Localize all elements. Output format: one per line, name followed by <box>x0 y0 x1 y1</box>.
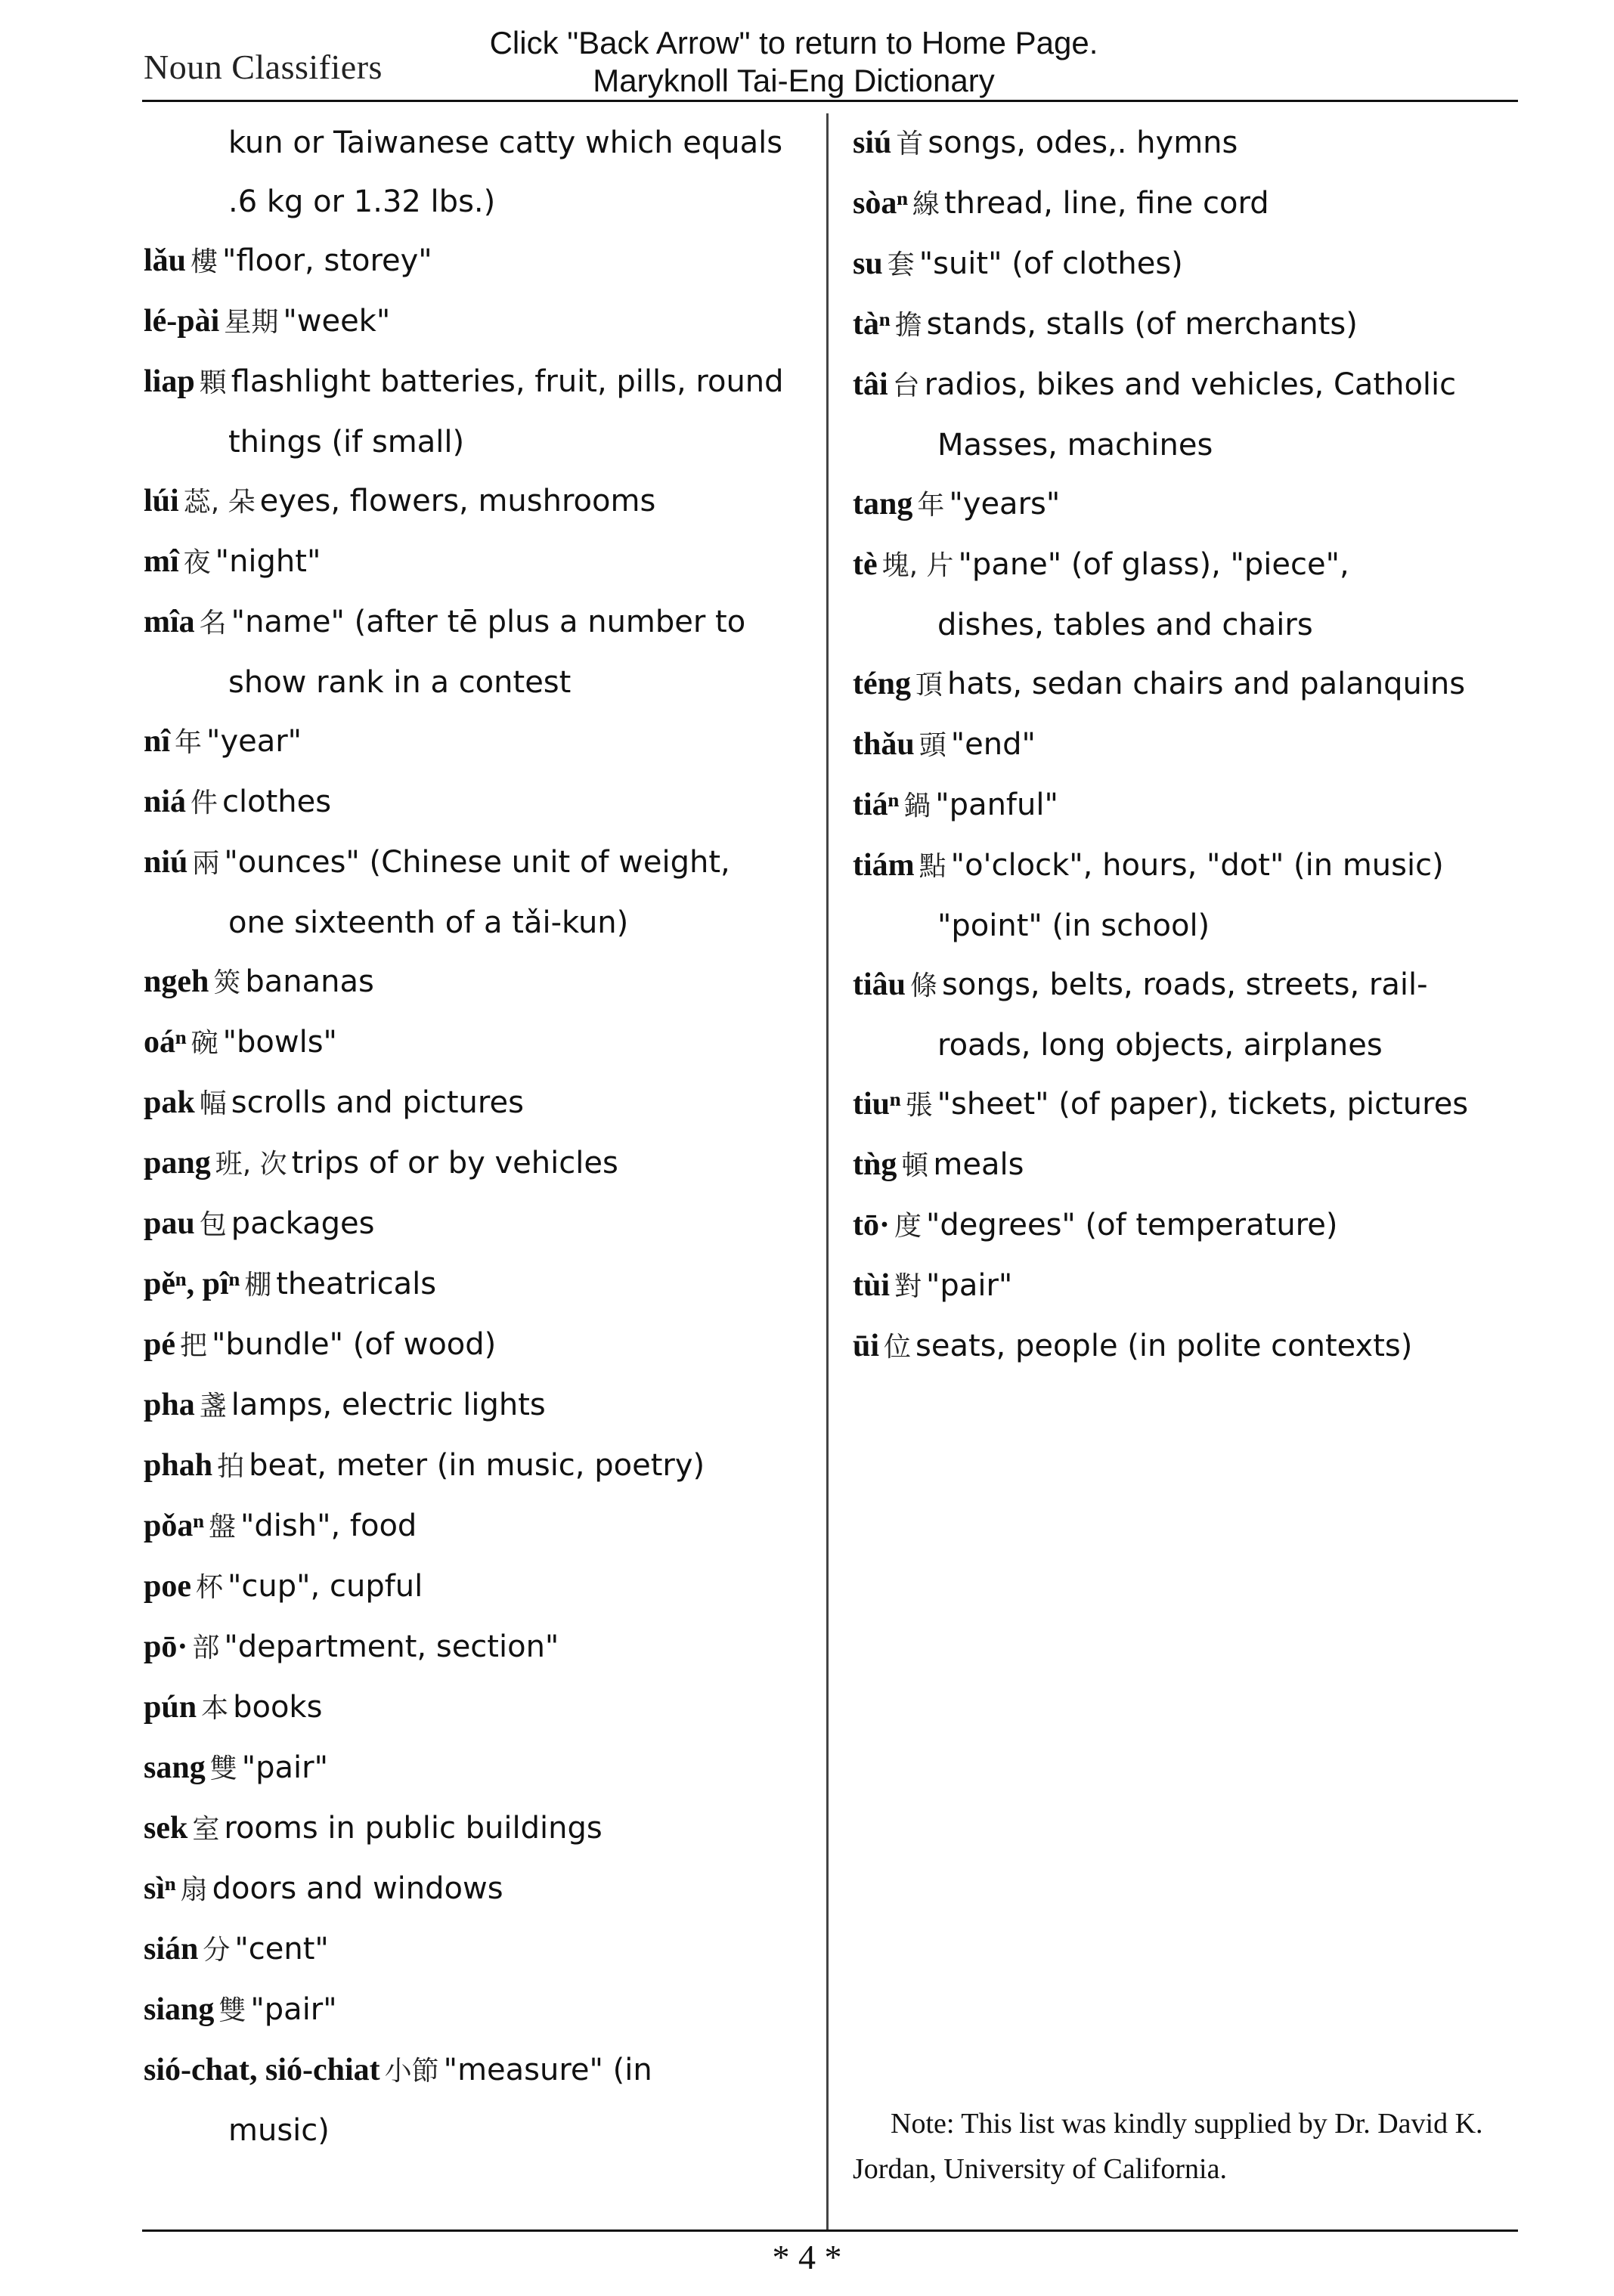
dictionary-entry <box>144 472 809 532</box>
entry-gloss: meals <box>933 1147 1024 1182</box>
entry-headword: tiâu <box>853 967 906 1002</box>
dictionary-entry <box>144 231 809 292</box>
entry-characters: 盤 <box>208 1512 236 1543</box>
entry-headword: niú <box>144 845 188 880</box>
entry-characters: 部 <box>192 1632 220 1663</box>
dictionary-entry <box>144 1134 809 1194</box>
entry-gloss: seats, people (in polite contexts) <box>915 1329 1413 1363</box>
entry-characters: 拍 <box>217 1451 245 1482</box>
entry-characters: 筴 <box>213 967 241 998</box>
entry-gloss: kun or Taiwanese catty which equals <box>228 125 783 160</box>
entry-gloss: flashlight batteries, fruit, pills, round <box>231 364 784 399</box>
entry-gloss: "cup", cupful <box>228 1569 423 1604</box>
back-link-line1[interactable]: Click "Back Arrow" to return to Home Page. <box>489 25 1098 60</box>
back-link-line2[interactable]: Maryknoll Tai-Eng Dictionary <box>593 63 995 98</box>
dictionary-entry <box>853 234 1518 295</box>
dictionary-entry <box>144 772 809 833</box>
entry-gloss: "panful" <box>935 788 1058 822</box>
entry-characters: 線 <box>912 189 940 220</box>
entry-characters: 班, 次 <box>215 1149 287 1180</box>
dictionary-entry <box>144 952 809 1013</box>
dictionary-entry <box>853 896 1518 955</box>
entry-gloss: songs, odes,. hymns <box>928 125 1238 160</box>
dictionary-entry <box>144 352 809 413</box>
entry-characters: 杯 <box>196 1572 224 1603</box>
dictionary-entry <box>144 532 809 593</box>
entry-gloss: trips of or by vehicles <box>291 1146 618 1180</box>
entry-characters: 名 <box>199 608 227 639</box>
dictionary-entry <box>144 833 809 893</box>
entry-headword: sián <box>144 1932 199 1966</box>
dictionary-entry <box>144 712 809 772</box>
entry-headword: pún <box>144 1690 197 1725</box>
entry-headword: sió-chat, sió-chiat <box>144 2053 380 2087</box>
dictionary-entry <box>853 1196 1518 1256</box>
dictionary-entry <box>144 653 809 712</box>
entry-gloss: stands, stalls (of merchants) <box>926 307 1358 342</box>
dictionary-entry <box>144 113 809 172</box>
entry-headword: nî <box>144 724 171 759</box>
entry-headword: tang <box>853 487 913 521</box>
entry-headword: tiáⁿ <box>853 788 900 822</box>
dictionary-entry <box>853 1317 1518 1377</box>
entry-characters: 套 <box>887 249 915 280</box>
entry-gloss: "sheet" (of paper), tickets, pictures <box>937 1087 1469 1122</box>
entry-headword: tǹg <box>853 1147 897 1182</box>
entry-characters: 顆 <box>199 367 227 398</box>
dictionary-entry <box>853 596 1518 654</box>
dictionary-entry <box>144 1920 809 1980</box>
entry-headword: niá <box>144 784 187 819</box>
entry-headword: ngeh <box>144 964 209 999</box>
entry-headword: su <box>853 246 883 281</box>
entry-gloss: "night" <box>215 544 321 579</box>
dictionary-entry <box>144 1859 809 1920</box>
entry-gloss: "floor, storey" <box>222 243 432 278</box>
dictionary-entry <box>144 1980 809 2041</box>
entry-headword: siú <box>853 125 892 160</box>
entry-characters: 蕊, 朵 <box>183 487 256 518</box>
dictionary-entry <box>853 355 1518 416</box>
entry-gloss: music) <box>228 2113 330 2148</box>
entry-gloss: "measure" (in <box>443 2053 652 2087</box>
entry-characters: 對 <box>894 1271 922 1302</box>
entry-gloss: eyes, flowers, mushrooms <box>259 484 656 518</box>
entry-gloss: "department, section" <box>224 1629 559 1664</box>
entry-headword: téng <box>853 667 911 701</box>
dictionary-entry <box>144 1678 809 1738</box>
note-text: Note: This list was kindly supplied by Dr. David K. Jordan, University of California. <box>853 2108 1483 2185</box>
entry-characters: 小節 <box>384 2056 439 2087</box>
entry-gloss: show rank in a contest <box>228 665 572 700</box>
dictionary-entry <box>853 475 1518 535</box>
entry-headword: pǒaⁿ <box>144 1508 204 1543</box>
entry-characters: 鍋 <box>903 791 931 822</box>
entry-headword: lúi <box>144 484 179 518</box>
entry-characters: 度 <box>894 1211 922 1242</box>
column-divider <box>826 113 829 2229</box>
entry-characters: 頂 <box>915 670 943 701</box>
entry-gloss: "point" (in school) <box>937 908 1210 943</box>
entry-headword: sang <box>144 1750 206 1785</box>
entry-gloss: "dish", food <box>240 1508 417 1543</box>
entry-characters: 擔 <box>894 310 922 341</box>
entry-headword: thǎu <box>853 727 915 762</box>
entry-gloss: things (if small) <box>228 425 465 460</box>
entry-gloss: songs, belts, roads, streets, rail- <box>942 967 1428 1002</box>
page-number: * 4 * <box>772 2238 842 2276</box>
entry-headword: poe <box>144 1569 191 1604</box>
entry-gloss: theatricals <box>276 1267 437 1301</box>
dictionary-entry <box>853 654 1518 715</box>
entry-headword: tâi <box>853 367 888 402</box>
entry-characters: 兩 <box>192 848 220 879</box>
entry-characters: 雙 <box>218 1995 246 2026</box>
entry-headword: lǎu <box>144 243 187 278</box>
entry-characters: 樓 <box>191 246 218 277</box>
dictionary-entry <box>144 1315 809 1375</box>
dictionary-entry <box>144 1799 809 1859</box>
dictionary-entry <box>853 775 1518 836</box>
entry-characters: 年 <box>917 490 945 521</box>
entry-gloss: lamps, electric lights <box>231 1388 546 1422</box>
entry-headword: sek <box>144 1811 188 1846</box>
entry-characters: 點 <box>919 851 946 882</box>
dictionary-entry <box>853 715 1518 775</box>
entry-headword: sòaⁿ <box>853 186 908 221</box>
entry-characters: 頓 <box>901 1150 929 1181</box>
dictionary-entry <box>144 593 809 653</box>
entry-gloss: doors and windows <box>212 1871 503 1906</box>
entry-headword: tiuⁿ <box>853 1087 901 1122</box>
entry-headword: pō· <box>144 1629 188 1664</box>
dictionary-entry <box>853 295 1518 355</box>
entry-headword: pak <box>144 1085 195 1120</box>
entry-gloss: clothes <box>222 784 332 819</box>
dictionary-entry <box>853 174 1518 234</box>
dictionary-entry <box>144 1436 809 1496</box>
dictionary-entry <box>144 413 809 472</box>
entry-headword: pha <box>144 1388 195 1422</box>
entry-gloss: hats, sedan chairs and palanquins <box>947 667 1466 701</box>
dictionary-entry <box>853 1016 1518 1075</box>
dictionary-entry <box>144 1255 809 1315</box>
entry-gloss: "suit" (of clothes) <box>919 246 1183 281</box>
section-title: Noun Classifiers <box>144 48 383 86</box>
entry-headword: mîa <box>144 605 195 639</box>
entry-characters: 張 <box>905 1090 933 1121</box>
footer-rule <box>142 2229 1518 2232</box>
dictionary-entry <box>144 1073 809 1134</box>
entry-gloss: packages <box>231 1206 375 1241</box>
entry-gloss: beat, meter (in music, poetry) <box>249 1448 705 1483</box>
entry-characters: 把 <box>180 1330 208 1361</box>
home-link[interactable] <box>454 24 1134 100</box>
entry-gloss: dishes, tables and chairs <box>937 608 1313 642</box>
entry-characters: 雙 <box>209 1753 237 1784</box>
dictionary-entry <box>853 955 1518 1016</box>
entry-characters: 夜 <box>183 547 211 578</box>
entry-gloss: "o'clock", hours, "dot" (in music) <box>950 848 1444 883</box>
entry-gloss: one sixteenth of a tǎi-kun) <box>228 905 629 940</box>
dictionary-entry <box>144 1496 809 1557</box>
entry-gloss: "pair" <box>250 1992 337 2027</box>
dictionary-entry <box>144 1557 809 1617</box>
entry-gloss: "pane" (of glass), "piece", <box>958 547 1349 582</box>
dictionary-entry <box>853 113 1518 174</box>
entry-characters: 首 <box>896 128 924 159</box>
entry-characters: 塊, 片 <box>881 550 954 581</box>
dictionary-entry <box>144 2041 809 2101</box>
entry-characters: 扇 <box>180 1874 208 1905</box>
dictionary-entry <box>144 1617 809 1678</box>
entry-headword: tè <box>853 547 878 582</box>
entry-characters: 台 <box>892 370 920 401</box>
entry-headword: pau <box>144 1206 195 1241</box>
entry-gloss: "bundle" (of wood) <box>212 1327 497 1362</box>
dictionary-entry <box>853 1135 1518 1196</box>
right-column <box>853 113 1518 1377</box>
entry-characters: 碗 <box>191 1028 218 1059</box>
dictionary-entry <box>853 416 1518 475</box>
entry-characters: 包 <box>199 1209 227 1240</box>
entry-gloss: Masses, machines <box>937 428 1213 463</box>
entry-characters: 位 <box>884 1332 912 1363</box>
entry-headword: tō· <box>853 1208 890 1242</box>
entry-characters: 條 <box>910 970 938 1001</box>
dictionary-entry <box>853 836 1518 896</box>
entry-characters: 分 <box>203 1935 231 1966</box>
entry-gloss: thread, line, fine cord <box>943 186 1269 221</box>
entry-gloss: "end" <box>950 727 1036 762</box>
entry-headword: tàⁿ <box>853 307 891 342</box>
entry-gloss: books <box>233 1690 323 1725</box>
entry-headword: pěⁿ, pîⁿ <box>144 1267 240 1301</box>
entry-gloss: "year" <box>206 724 302 759</box>
dictionary-entry <box>853 1256 1518 1317</box>
dictionary-entry <box>144 2101 809 2160</box>
entry-characters: 棚 <box>244 1270 272 1301</box>
entry-gloss: "pair" <box>241 1750 328 1785</box>
entry-characters: 盞 <box>199 1391 227 1422</box>
entry-gloss: "years" <box>949 487 1061 521</box>
entry-gloss: "degrees" (of temperature) <box>926 1208 1338 1242</box>
dictionary-entry <box>144 1375 809 1436</box>
entry-characters: 年 <box>175 727 203 758</box>
entry-gloss: "week" <box>283 304 391 339</box>
entry-headword: phah <box>144 1448 213 1483</box>
entry-characters: 幅 <box>199 1088 227 1119</box>
entry-gloss: rooms in public buildings <box>224 1811 603 1846</box>
entry-headword: ūi <box>853 1329 880 1363</box>
entry-headword: mî <box>144 544 179 579</box>
entry-gloss: "bowls" <box>222 1025 337 1060</box>
entry-gloss: .6 kg or 1.32 lbs.) <box>228 184 496 219</box>
left-column <box>144 113 809 2160</box>
dictionary-entry <box>144 292 809 352</box>
dictionary-entry <box>144 172 809 231</box>
entry-headword: sìⁿ <box>144 1871 176 1906</box>
entry-gloss: scrolls and pictures <box>231 1085 524 1120</box>
entry-headword: pé <box>144 1327 175 1362</box>
entry-gloss: "pair" <box>926 1268 1013 1303</box>
dictionary-entry <box>144 1738 809 1799</box>
entry-gloss: "cent" <box>234 1932 329 1966</box>
entry-gloss: radios, bikes and vehicles, Catholic <box>924 367 1457 402</box>
header-rule <box>142 100 1518 102</box>
entry-headword: liap <box>144 364 195 399</box>
entry-headword: lé-pài <box>144 304 220 339</box>
dictionary-entry <box>853 535 1518 596</box>
dictionary-entry <box>144 1194 809 1255</box>
entry-gloss: bananas <box>245 964 374 999</box>
dictionary-entry <box>144 893 809 952</box>
entry-characters: 室 <box>192 1814 220 1845</box>
entry-headword: tiám <box>853 848 915 883</box>
entry-gloss: roads, long objects, airplanes <box>937 1028 1383 1063</box>
entry-headword: oáⁿ <box>144 1025 187 1060</box>
entry-gloss: "ounces" (Chinese unit of weight, <box>224 845 730 880</box>
entry-characters: 本 <box>201 1693 229 1724</box>
dictionary-entry <box>144 1013 809 1073</box>
entry-characters: 件 <box>191 788 218 818</box>
entry-gloss: "name" (after tē plus a number to <box>231 605 746 639</box>
entry-headword: siang <box>144 1992 215 2027</box>
dictionary-entry <box>853 1075 1518 1135</box>
entry-headword: tùi <box>853 1268 891 1303</box>
entry-headword: pang <box>144 1146 211 1180</box>
entry-characters: 星期 <box>224 307 279 338</box>
entry-characters: 頭 <box>919 730 946 761</box>
